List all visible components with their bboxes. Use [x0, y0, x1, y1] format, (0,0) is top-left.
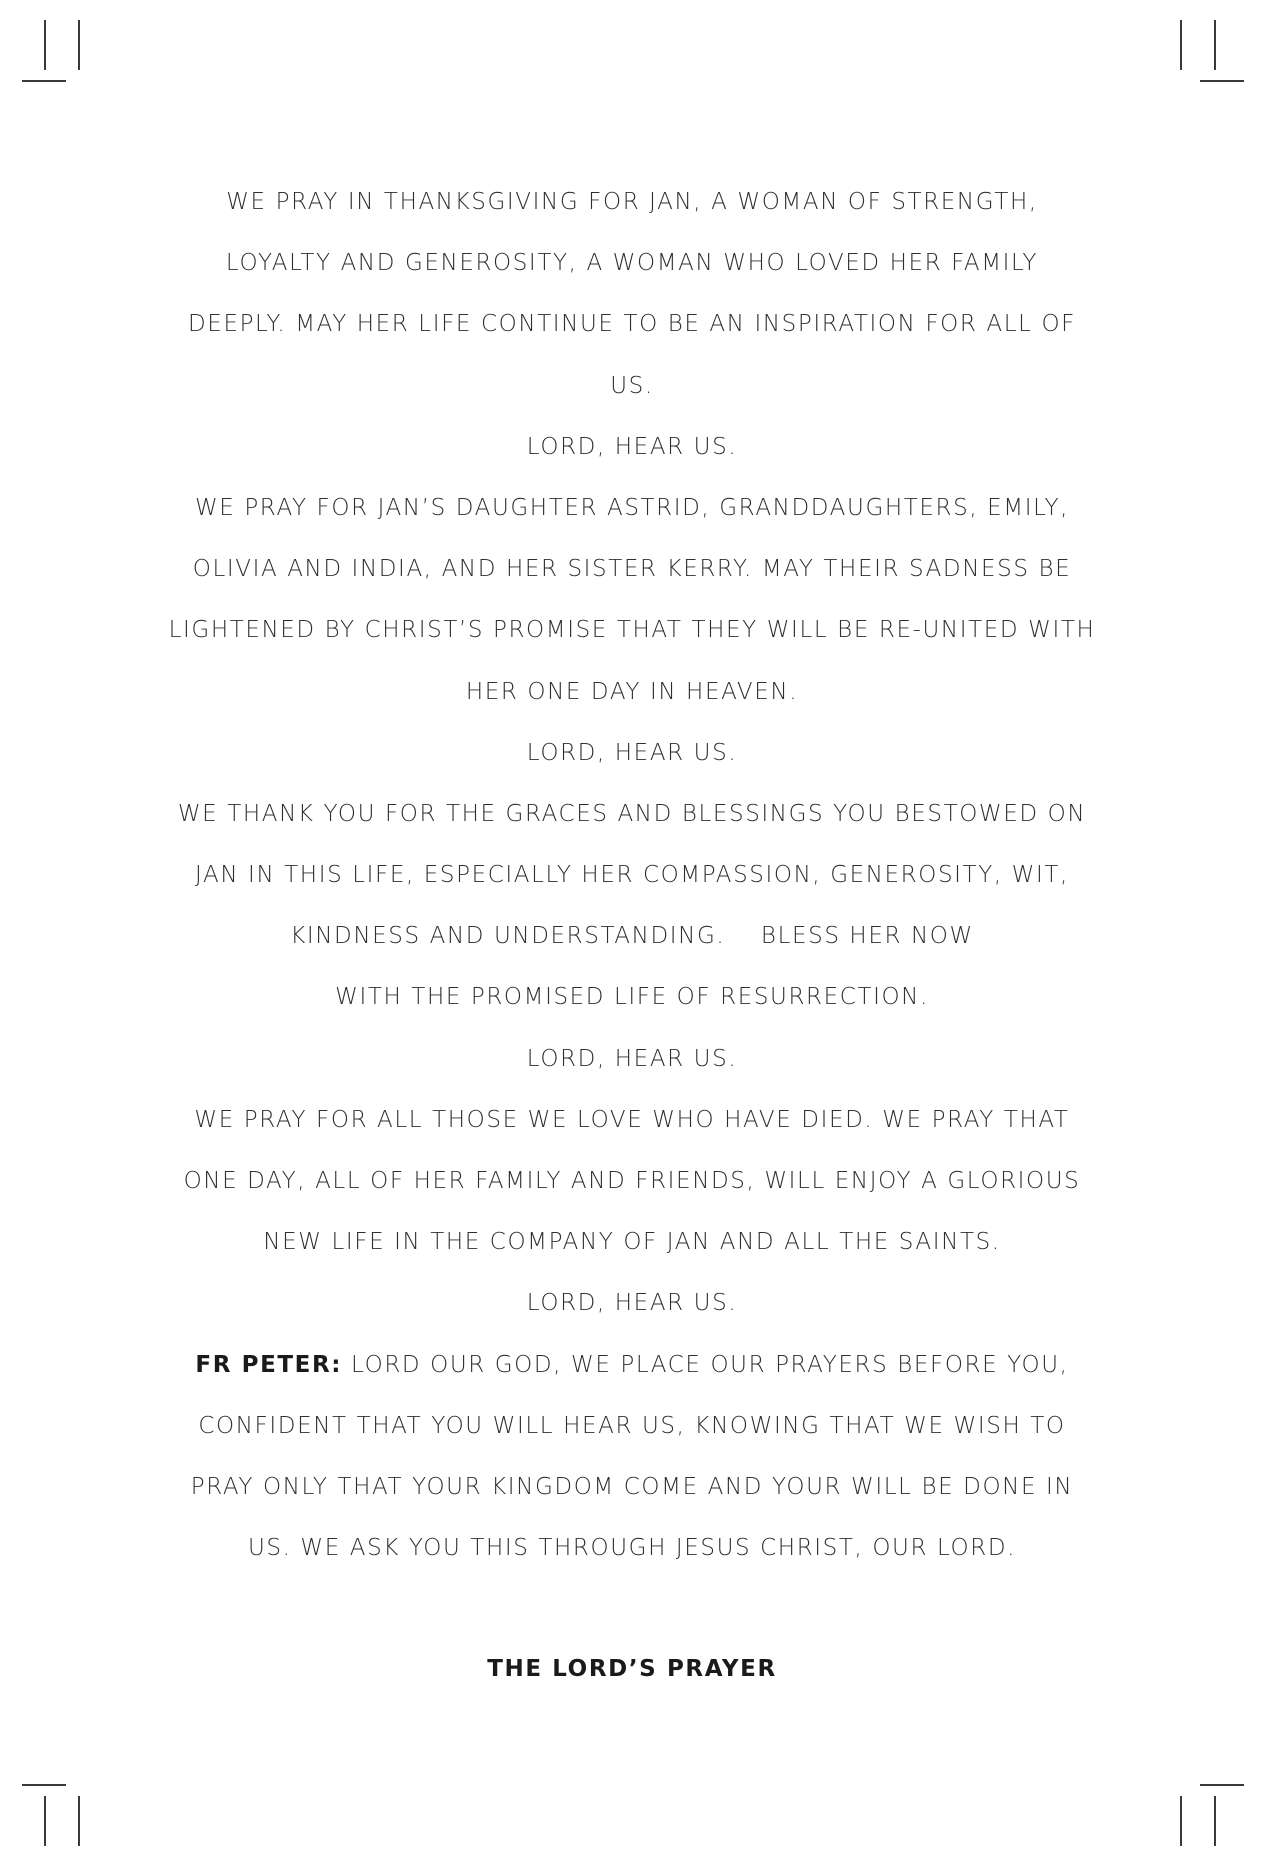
prayer-line: ONE DAY, ALL OF HER FAMILY AND FRIENDS, WILL ENJOY A GLORIOUS	[183, 1168, 1081, 1194]
prayer-line: LOYALTY AND GENEROSITY, A WOMAN WHO LOVED HER FAMILY	[225, 250, 1039, 277]
response-line: LORD, HEAR US.	[526, 433, 738, 460]
prayer-line: WE PRAY FOR ALL THOSE WE LOVE WHO HAVE DIED. WE PRAY THAT	[194, 1106, 1070, 1133]
prayers-of-the-faithful	[150, 176, 1114, 1583]
closing-prayer-line: US. WE ASK YOU THIS THROUGH JESUS CHRIST, OUR LORD.	[247, 1535, 1017, 1562]
response-line: LORD, HEAR US.	[526, 1290, 738, 1317]
crop-mark	[1200, 1784, 1244, 1786]
crop-mark	[22, 1784, 66, 1786]
crop-mark	[22, 80, 66, 82]
prayer-line: JAN IN THIS LIFE, ESPECIALLY HER COMPASSION, GENEROSITY, WIT,	[195, 862, 1069, 889]
crop-mark	[1180, 20, 1182, 70]
prayer-line: WE PRAY IN THANKSGIVING FOR JAN, A WOMAN OF STRENGTH,	[226, 189, 1038, 215]
prayer-line: WITH THE PROMISED LIFE OF RESURRECTION.	[335, 984, 929, 1011]
crop-mark	[1214, 20, 1216, 70]
crop-mark	[78, 20, 80, 70]
crop-mark	[44, 20, 46, 70]
crop-mark	[1214, 1796, 1216, 1846]
crop-mark	[1200, 80, 1244, 82]
prayer-line: WE THANK YOU FOR THE GRACES AND BLESSINGS YOU BESTOWED ON	[177, 800, 1087, 827]
closing-prayer-text: LORD OUR GOD, WE PLACE OUR PRAYERS BEFORE YOU,	[342, 1351, 1069, 1378]
prayer-line: US.	[610, 372, 654, 399]
prayer-line: KINDNESS AND UNDERSTANDING. BLESS HER NOW	[290, 923, 974, 950]
prayer-line: LIGHTENED BY CHRIST’S PROMISE THAT THEY WILL BE RE-UNITED WITH	[168, 617, 1096, 644]
prayer-line: HER ONE DAY IN HEAVEN.	[465, 678, 799, 705]
response-line: LORD, HEAR US.	[526, 739, 738, 766]
crop-mark	[1180, 1796, 1182, 1846]
section-heading: THE LORD’S PRAYER	[487, 1656, 777, 1682]
response-line: LORD, HEAR US.	[526, 1045, 738, 1072]
prayer-line: OLIVIA AND INDIA, AND HER SISTER KERRY. MAY THEIR SADNESS BE	[192, 556, 1072, 583]
closing-prayer-first-line	[150, 1339, 1114, 1400]
prayer-line: WE PRAY FOR JAN’S DAUGHTER ASTRID, GRANDDAUGHTERS, EMILY,	[194, 494, 1070, 521]
closing-prayer-line: PRAY ONLY THAT YOUR KINGDOM COME AND YOUR WILL BE DONE IN	[190, 1473, 1074, 1500]
crop-mark	[78, 1796, 80, 1846]
prayer-line: DEEPLY. MAY HER LIFE CONTINUE TO BE AN INSPIRATION FOR ALL OF	[188, 311, 1076, 338]
prayer-line: NEW LIFE IN THE COMPANY OF JAN AND ALL THE SAINTS.	[263, 1229, 1001, 1256]
closing-prayer-line: CONFIDENT THAT YOU WILL HEAR US, KNOWING THAT WE WISH TO	[198, 1412, 1066, 1439]
crop-mark	[44, 1796, 46, 1846]
speaker-label: FR PETER:	[195, 1351, 343, 1378]
